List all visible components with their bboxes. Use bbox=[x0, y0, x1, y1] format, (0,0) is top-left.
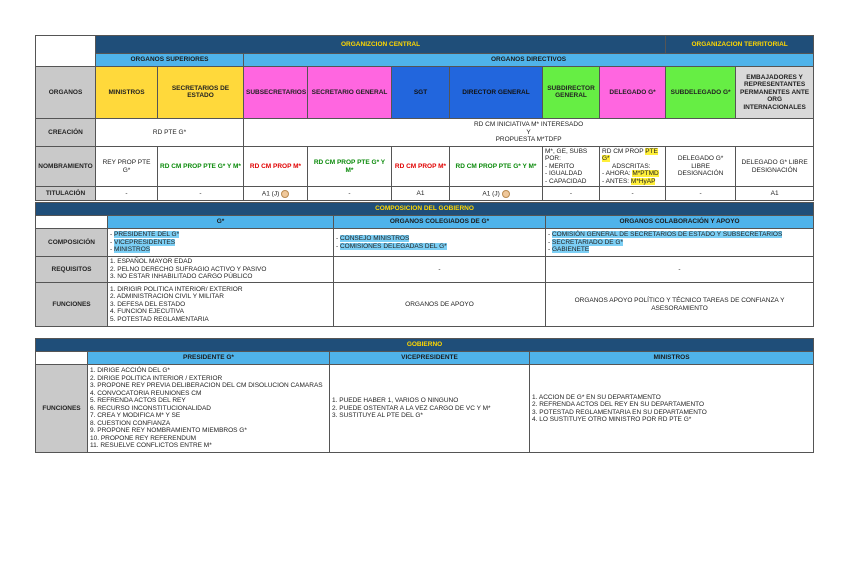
col-colaboracion: ORGANOS COLABORACIÓN Y APOYO bbox=[546, 216, 814, 229]
tit-cell: A1 (J) bbox=[450, 187, 543, 201]
corner-cell bbox=[36, 352, 88, 365]
col-subdelegado: SUBDELEGADO G* bbox=[666, 66, 736, 118]
col-sgt: SGT bbox=[392, 66, 450, 118]
nom-embajadores: DELEGADO G* LIBRE DESIGNACIÓN bbox=[736, 146, 814, 186]
fun-colegiados: ORGANOS DE APOYO bbox=[334, 283, 546, 327]
req-colegiados: - bbox=[334, 257, 546, 283]
nom-subdirector-item: - MERITO bbox=[545, 162, 575, 170]
corner-cell bbox=[36, 36, 96, 67]
creacion-line-2: Y bbox=[526, 128, 531, 136]
composicion-label: COMPOSICIÓN bbox=[36, 229, 108, 257]
fun-colaboracion: ORGANOS APOYO POLÍTICO Y TÉCNICO TAREAS DE CONFIANZA Y ASESORAMIENTO bbox=[546, 283, 814, 327]
emoji-icon bbox=[281, 190, 289, 198]
creacion-superiores: RD PTE G* bbox=[96, 118, 244, 146]
nom-sgt: RD CM PROP M* bbox=[392, 146, 450, 186]
nom-ministros: REY PROP PTE G* bbox=[96, 146, 158, 186]
col-delegado: DELEGADO G* bbox=[600, 66, 666, 118]
col-colegiados: ORGANOS COLEGIADOS DE G* bbox=[334, 216, 546, 229]
nom-secgeneral: RD CM PROP PTE G* Y M* bbox=[308, 146, 392, 186]
composicion-table bbox=[35, 202, 814, 327]
col-presidente: PRESIDENTE G* bbox=[88, 352, 330, 365]
tit-cell: A1 bbox=[736, 187, 814, 201]
fun-ministros: 1. ACCION DE G* EN SU DEPARTAMENTO 2. REFRENDA ACTOS DEL REY EN SU DEPARTAMENTO 3. POTESTAD REGLAMENTARIA EN SU DEPARTAMENTO 4. LO SUSTITUYE OTRO MINISTRO POR RD PTE G* bbox=[530, 365, 814, 453]
tit-cell: A1 (J) bbox=[244, 187, 308, 201]
tit-cell: - bbox=[158, 187, 244, 201]
gobierno-table bbox=[35, 338, 814, 453]
comp-colaboracion: - COMISIÓN GENERAL DE SECRETARIOS DE ESTADO Y SUBSECRETARIOS - SECRETARIADO DE G* - GABIENETE bbox=[546, 229, 814, 257]
emoji-icon bbox=[502, 190, 510, 198]
directivos-header: ORGANOS DIRECTIVOS bbox=[244, 53, 814, 66]
creacion-line-3: PROPUESTA M*TDFP bbox=[495, 136, 562, 144]
creacion-label: CREACIÓN bbox=[36, 118, 96, 146]
nom-dirgeneral: RD CM PROP PTE G* Y M* bbox=[450, 146, 543, 186]
col-embajadores: EMBAJADORES Y REPRESENTANTES PERMANENTES ANTE ORG INTERNACIONALES bbox=[736, 66, 814, 118]
col-secretarios-estado: SECRETARIOS DE ESTADO bbox=[158, 66, 244, 118]
nom-subdirector bbox=[543, 146, 600, 186]
organizacion-table bbox=[35, 35, 814, 201]
superiores-header: ORGANOS SUPERIORES bbox=[96, 53, 244, 66]
organos-label: ORGANOS bbox=[36, 66, 96, 118]
nom-subdirector-item: - CAPACIDAD bbox=[545, 177, 587, 185]
funciones-label: FUNCIONES bbox=[36, 283, 108, 327]
creacion-directivos bbox=[244, 118, 814, 146]
creacion-line-1: RD CM INICIATIVA M* INTERESADO bbox=[473, 121, 584, 129]
nom-delegado: RD CM PROP PTE G* ADSCRITAS: - AHORA: M*PTMD - ANTES: M*HyAP bbox=[600, 146, 666, 186]
tit-cell: - bbox=[666, 187, 736, 201]
nom-subdirector-item: - IGUALDAD bbox=[545, 170, 583, 178]
comp-g: - PRESIDENTE DEL G* - VICEPRESIDENTES - MINISTROS bbox=[108, 229, 334, 257]
nom-subdirector-title: M*, GE, SUBS POR: bbox=[545, 147, 588, 163]
tit-cell: - bbox=[600, 187, 666, 201]
col-subsecretarios: SUBSECRETARIOS bbox=[244, 66, 308, 118]
col-subdirector-general: SUBDIRECTOR GENERAL bbox=[543, 66, 600, 118]
col-director-general: DIRECTOR GENERAL bbox=[450, 66, 543, 118]
funciones-label: FUNCIONES bbox=[36, 365, 88, 453]
nom-secretarios: RD CM PROP PTE G* Y M* bbox=[158, 146, 244, 186]
fun-g: 1. DIRIGIR POLITICA INTERIOR/ EXTERIOR 2. ADMINISTRACION CIVIL Y MILITAR 3. DEFESA DEL ESTADO 4. FUNCION EJECUTIVA 5. POTESTAD REGLAMENTARIA bbox=[108, 283, 334, 327]
req-g: 1. ESPAÑOL MAYOR EDAD 2. PELNO DERECHO SUFRAGIO ACTIVO Y PASIVO 3. NO ESTAR INHABILITADO CARGO PÚBLICO bbox=[108, 257, 334, 283]
tit-cell: - bbox=[543, 187, 600, 201]
requisitos-label: REQUISITOS bbox=[36, 257, 108, 283]
central-header: ORGANIZCION CENTRAL bbox=[96, 36, 666, 54]
tit-cell: - bbox=[96, 187, 158, 201]
titulacion-label: TITULACIÓN bbox=[36, 187, 96, 201]
corner-cell bbox=[36, 216, 108, 229]
fun-vicepresidente: 1. PUEDE HABER 1, VARIOS O NINGUNO 2. PUEDE OSTENTAR A LA VEZ CARGO DE VC Y M* 3. SUSTITUYE AL PTE DEL G* bbox=[330, 365, 530, 453]
col-ministros: MINISTROS bbox=[530, 352, 814, 365]
gobierno-header: GOBIERNO bbox=[36, 339, 814, 352]
col-ministros: MINISTROS bbox=[96, 66, 158, 118]
req-colaboracion: - bbox=[546, 257, 814, 283]
col-g: G* bbox=[108, 216, 334, 229]
col-vicepresidente: VICEPRESIDENTE bbox=[330, 352, 530, 365]
composicion-header: COMPOSICION DEL GOBIERNO bbox=[36, 203, 814, 216]
tit-cell: - bbox=[308, 187, 392, 201]
nom-subdelegado: DELEGADO G* LIBRE DESIGNACIÓN bbox=[666, 146, 736, 186]
fun-presidente: 1. DIRIGE ACCIÓN DEL G* 2. DIRIGE POLITICA INTERIOR / EXTERIOR 3. PROPONE REY PREVIA DELIBERACION DEL CM DISOLUCION CAMARAS 4. CONVOCATORIA REUNIONES CM 5. REFRENDA ACTOS DEL REY 6. RECURSO INCONSTITUCIONALIDAD 7. CREA Y MODIFICA M* Y SE 8. CUESTION CONFIANZA 9. PROPONE REY NOMBRAMIENTO MIEMBROS G* 10. PROPONE REY REFERENDUM 11. RESUELVE CONFLICTOS ENTRE M* bbox=[88, 365, 330, 453]
comp-colegiados: - CONSEJO MINISTROS - COMISIONES DELEGADAS DEL G* bbox=[334, 229, 546, 257]
territorial-header: ORGANIZACION TERRITORIAL bbox=[666, 36, 814, 54]
nombramiento-label: NOMBRAMIENTO bbox=[36, 146, 96, 186]
tit-cell: A1 bbox=[392, 187, 450, 201]
nom-subsecretarios: RD CM PROP M* bbox=[244, 146, 308, 186]
col-secretario-general: SECRETARIO GENERAL bbox=[308, 66, 392, 118]
